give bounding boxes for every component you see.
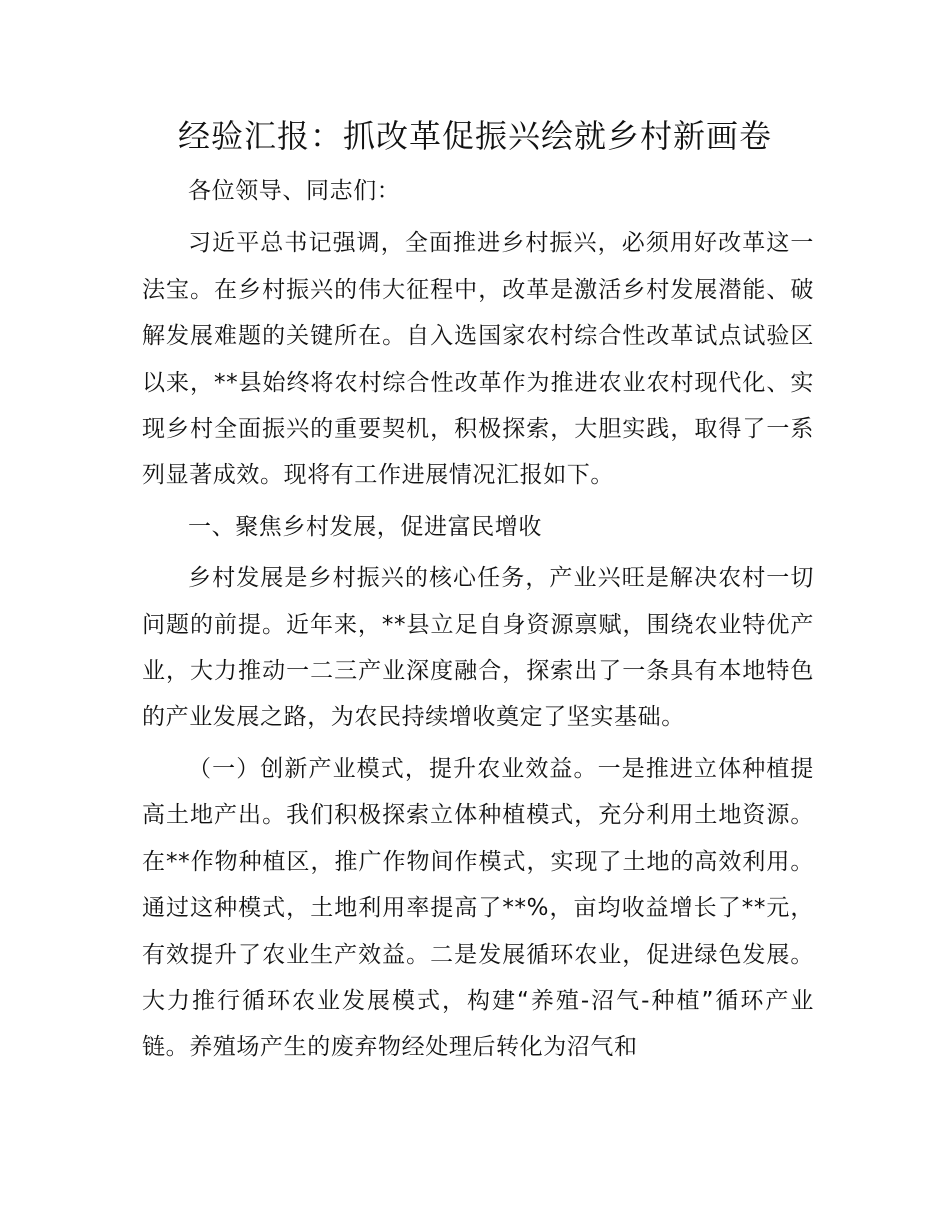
- salutation: 各位领导、同志们：: [188, 178, 401, 204]
- document-title: 经验汇报：抓改革促振兴绘就乡村新画卷: [177, 117, 772, 155]
- paragraph-subsection-1: （一）创新产业模式，提升农业效益。一是推进立体种植提高土地产出。我们积极探索立体种植模式，充分利用土地资源。在**作物种植区，推广作物间作模式，实现了土地的高效利用。通过这种模式，土地利用率提高了**%，亩均收益增长了**元，有效提升了农业生产效益。二是发展循环农业，促进绿色发展。大力推行循环农业发展模式，构建“养殖-沼气-种植”循环产业链。养殖场产生的废弃物经处理后转化为沼气和: [142, 755, 814, 1061]
- section-heading-1: 一、聚焦乡村发展，促进富民增收: [188, 513, 542, 540]
- paragraph-intro: 习近平总书记强调，全面推进乡村振兴，必须用好改革这一法宝。在乡村振兴的伟大征程中，改革是激活乡村发展潜能、破解发展难题的关键所在。自入选国家农村综合性改革试点试验区以来，**县始终将农村综合性改革作为推进农业农村现代化、实现乡村全面振兴的重要契机，积极探索，大胆实践，取得了一系列显著成效。现将有工作进展情况汇报如下。: [142, 230, 814, 489]
- document-body: [142, 168, 814, 1071]
- paragraph-section-1: 乡村发展是乡村振兴的核心任务，产业兴旺是解决农村一切问题的前提。近年来，**县立足自身资源禀赋，围绕农业特优产业，大力推动一二三产业深度融合，探索出了一条具有本地特色的产业发展之路，为农民持续增收奠定了坚实基础。: [142, 565, 814, 731]
